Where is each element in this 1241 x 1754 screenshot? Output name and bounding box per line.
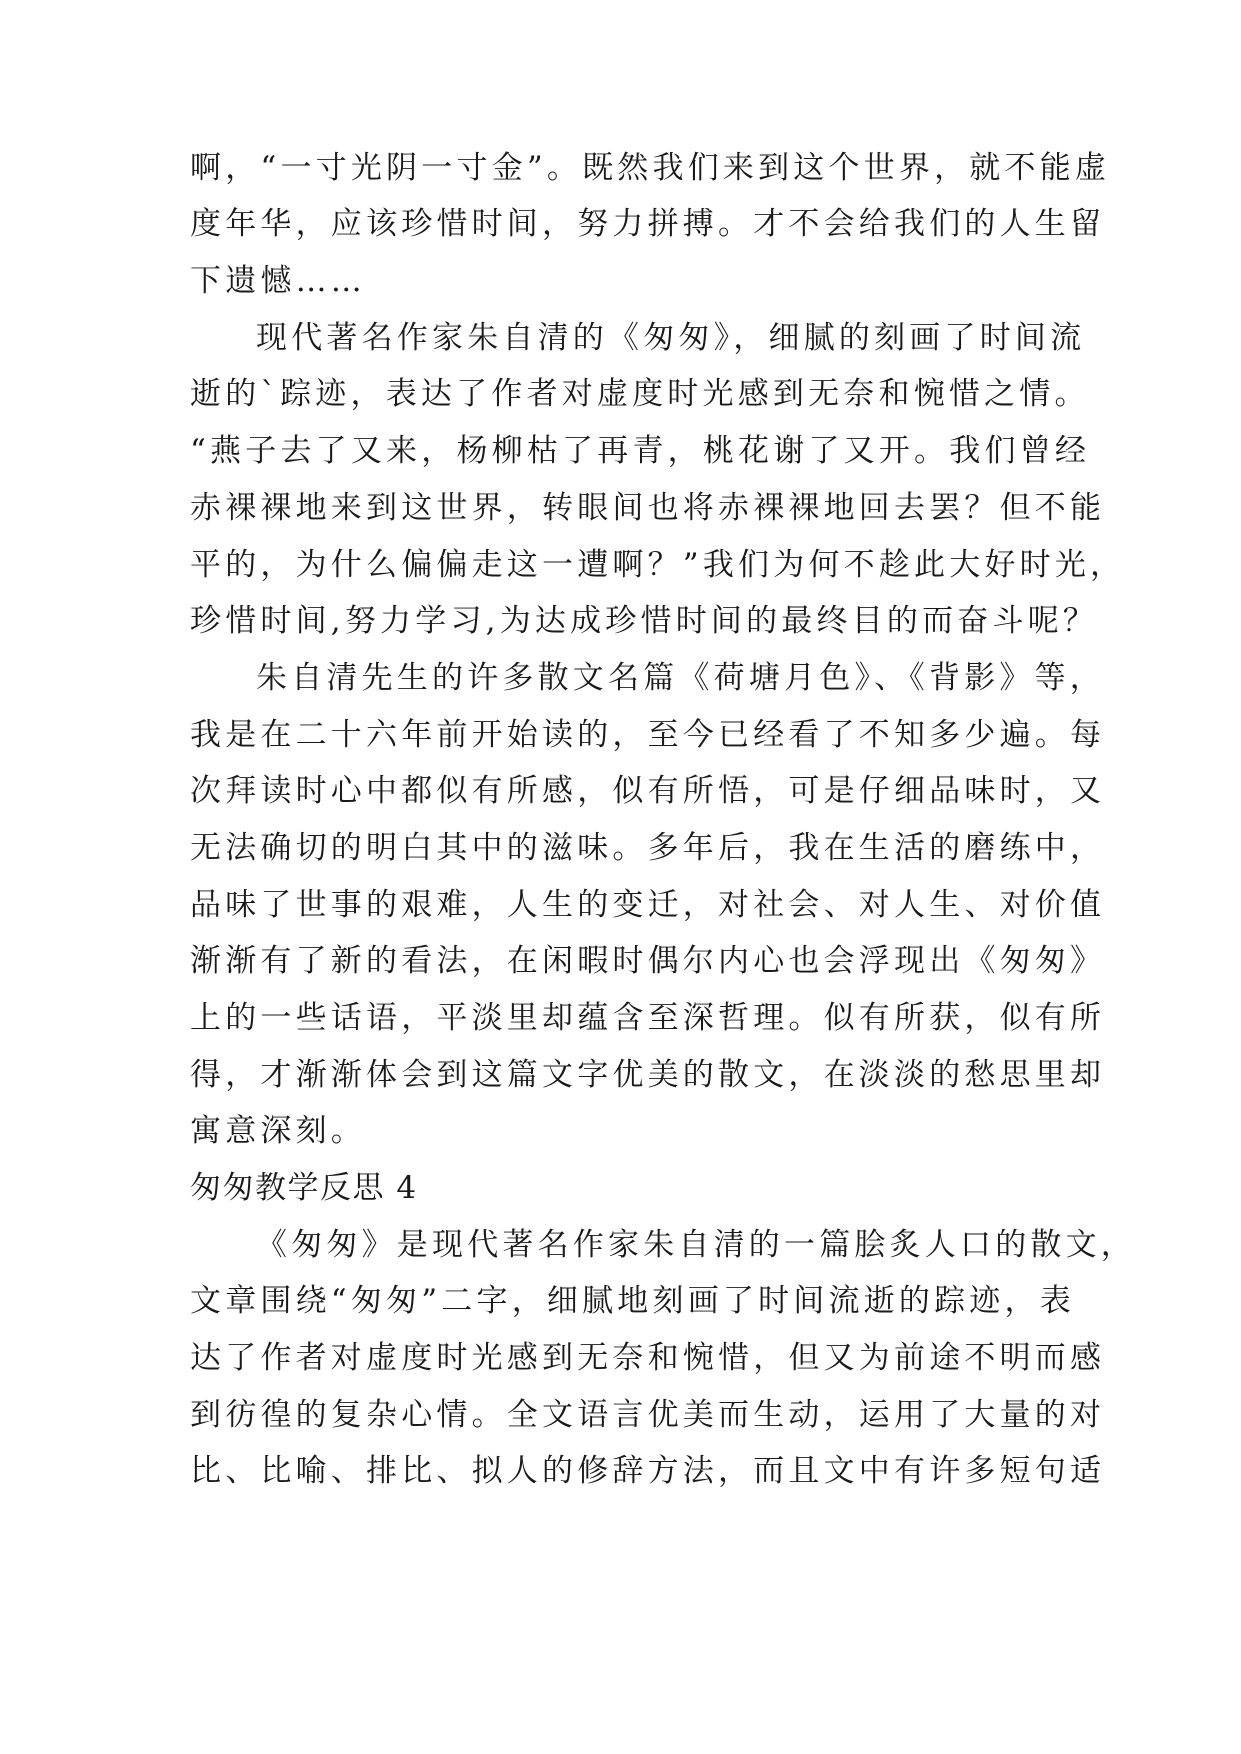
text-line: 达了作者对虚度时光感到无奈和惋惜，但又为前途不明而感 [190,1340,1106,1376]
text-line: 寓意深刻。 [190,1113,366,1149]
text-line: 品味了世事的艰难，人生的变迁，对社会、对人生、对价值 [190,887,1106,923]
text-line: 到彷徨的复杂心情。全文语言优美而生动，运用了大量的对 [190,1397,1106,1433]
text-line: 赤裸裸地来到这世界，转眼间也将赤裸裸地回去罢？但不能 [190,490,1106,526]
paragraph-first-line: 《匆匆》是现代著名作家朱自清的一篇脍炙人口的散文， [256,1227,1136,1263]
text-line: 次拜读时心中都似有所感，似有所悟，可是仔细品味时，又 [190,773,1106,809]
text-line: 无法确切的明白其中的滋味。多年后，我在生活的磨练中， [190,830,1106,866]
text-line: 逝的`踪迹，表达了作者对虚度时光感到无奈和惋惜之情。 [190,376,1090,412]
text-line: 我是在二十六年前开始读的，至今已经看了不知多少遍。每 [190,717,1106,753]
paragraph-first-line: 朱自清先生的许多散文名篇《荷塘月色》、《背影》等， [256,660,1105,696]
text-line: 啊，“一寸光阴一寸金”。既然我们来到这个世界，就不能虚 [190,150,1111,186]
section-heading: 匆匆教学反思 4 [190,1170,418,1206]
paragraph-first-line: 现代著名作家朱自清的《匆匆》，细腻的刻画了时间流 [256,320,1086,356]
text-line: 比、比喻、排比、拟人的修辞方法，而且文中有许多短句适 [190,1453,1106,1489]
text-line: “燕子去了又来，杨柳枯了再青，桃花谢了又开。我们曾经 [190,433,1091,469]
text-line: 平的，为什么偏偏走这一遭啊？”我们为何不趁此大好时光， [190,547,1126,583]
text-line: 上的一些话语，平淡里却蕴含至深哲理。似有所获，似有所 [190,1000,1106,1036]
text-line: 珍惜时间,努力学习,为达成珍惜时间的最终目的而奋斗呢？ [190,603,1099,639]
text-line: 文章围绕“匆匆”二字，细腻地刻画了时间流逝的踪迹，表 [190,1283,1075,1319]
text-line: 度年华，应该珍惜时间，努力拼搏。才不会给我们的人生留 [190,206,1106,242]
text-line: 下遗憾…… [190,263,366,299]
text-line: 得，才渐渐体会到这篇文字优美的散文，在淡淡的愁思里却 [190,1057,1106,1093]
text-line: 渐渐有了新的看法，在闲暇时偶尔内心也会浮现出《匆匆》 [190,943,1106,979]
